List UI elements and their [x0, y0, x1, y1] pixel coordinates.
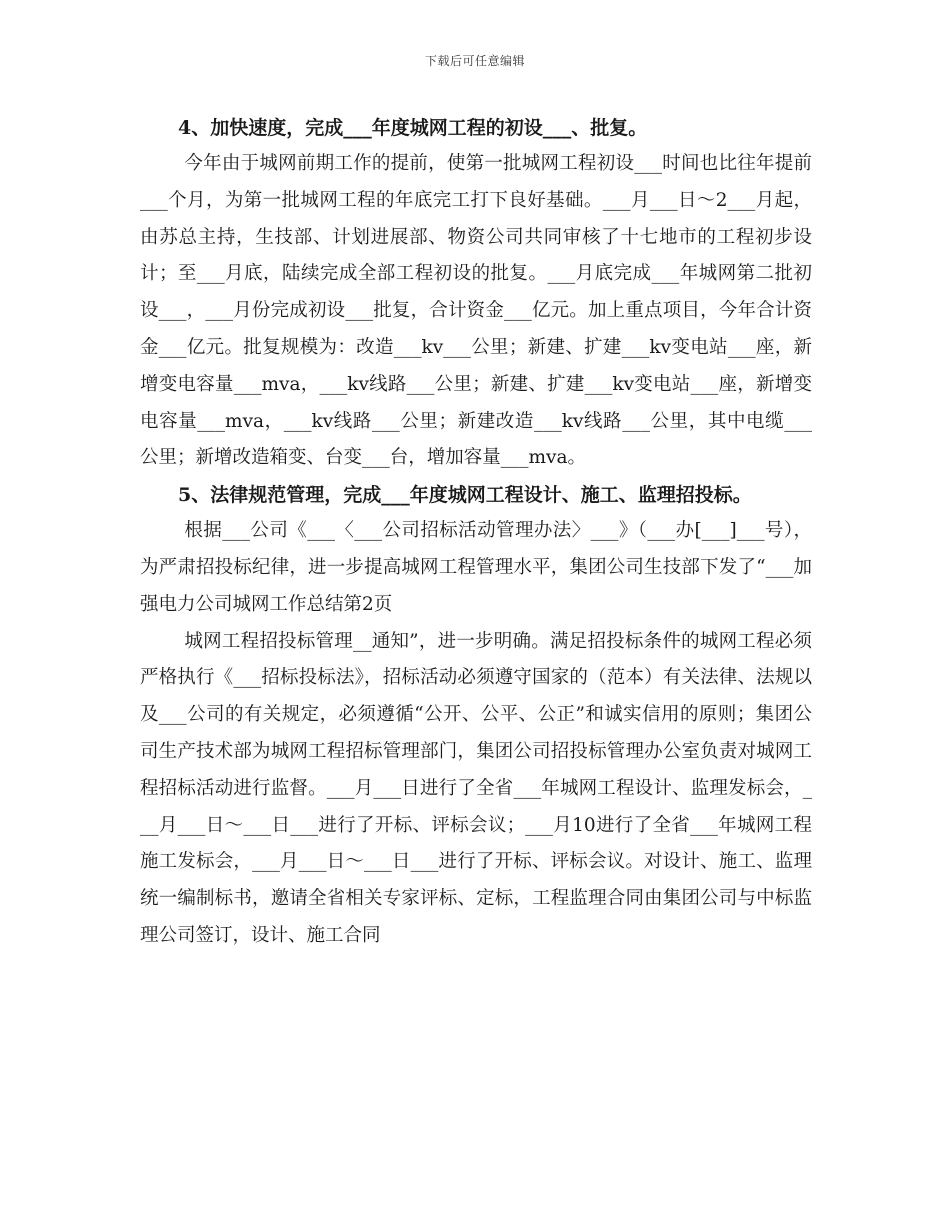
section-4-paragraph-1: 今年由于城网前期工作的提前，使第一批城网工程初设___时间也比往年提前___个月，为第一批城网工程的年底完工打下良好基础。___月___日～2___月起，由苏总主持，生技部、计划进展部、物资公司共同审核了十七地市的工程初步设计；至___月底，陆续完成全部工程初设的批复。___月底完成___年城网第二批初设___，___月份完成初设___批复，合计资金___亿元。加上重点项目，今年合计资金___亿元。批复规模为：改造___kv___公里；新建、扩建___kv变电站___座，新增变电容量___mva，___kv线路___公里；新建、扩建___kv变电站___座，新增变电容量___mva，___kv线路___公里；新建改造___kv线路___公里，其中电缆___公里；新增改造箱变、台变___台，增加容量___mva。 [140, 153, 812, 469]
section-5-paragraph-2: 城网工程招投标管理__通知”，进一步明确。满足招投标条件的城网工程必须严格执行《___招标投标法》，招标活动必须遵守国家的（范本）有关法律、法规以及___公司的有关规定，必须遵循“公开、公平、公正”和诚实信用的原则；集团公司生产技术部为城网工程招标管理部门，集团公司招投标管理办公室负责对城网工程招标活动进行监督。___月___日进行了全省___年城网工程设计、监理发标会，___月___日～___日___进行了开标、评标会议；___月10进行了全省___年城网工程施工发标会，___月___日～___日___进行了开标、评标会议。对设计、施工、监理统一编制标书，邀请全省相关专家评标、定标，工程监理合同由集团公司与中标监理公司签订，设计、施工合同 [140, 630, 812, 946]
page-header: 下载后可任意编辑 [424, 54, 525, 68]
section-heading-4: 4、加快速度，完成___年度城网工程的初设___、批复。 [178, 117, 648, 139]
document-body [140, 110, 812, 955]
section-heading-5: 5、法律规范管理，完成___年度城网工程设计、施工、监理招投标。 [178, 484, 752, 507]
section-5-paragraph-1: 根据___公司《___〈___公司招标活动管理办法〉___》（___办[___]___号），为严肃招投标纪律，进一步提高城网工程管理水平，集团公司生技部下发了“___加强电力公司城网工作总结第2页 [140, 520, 812, 615]
